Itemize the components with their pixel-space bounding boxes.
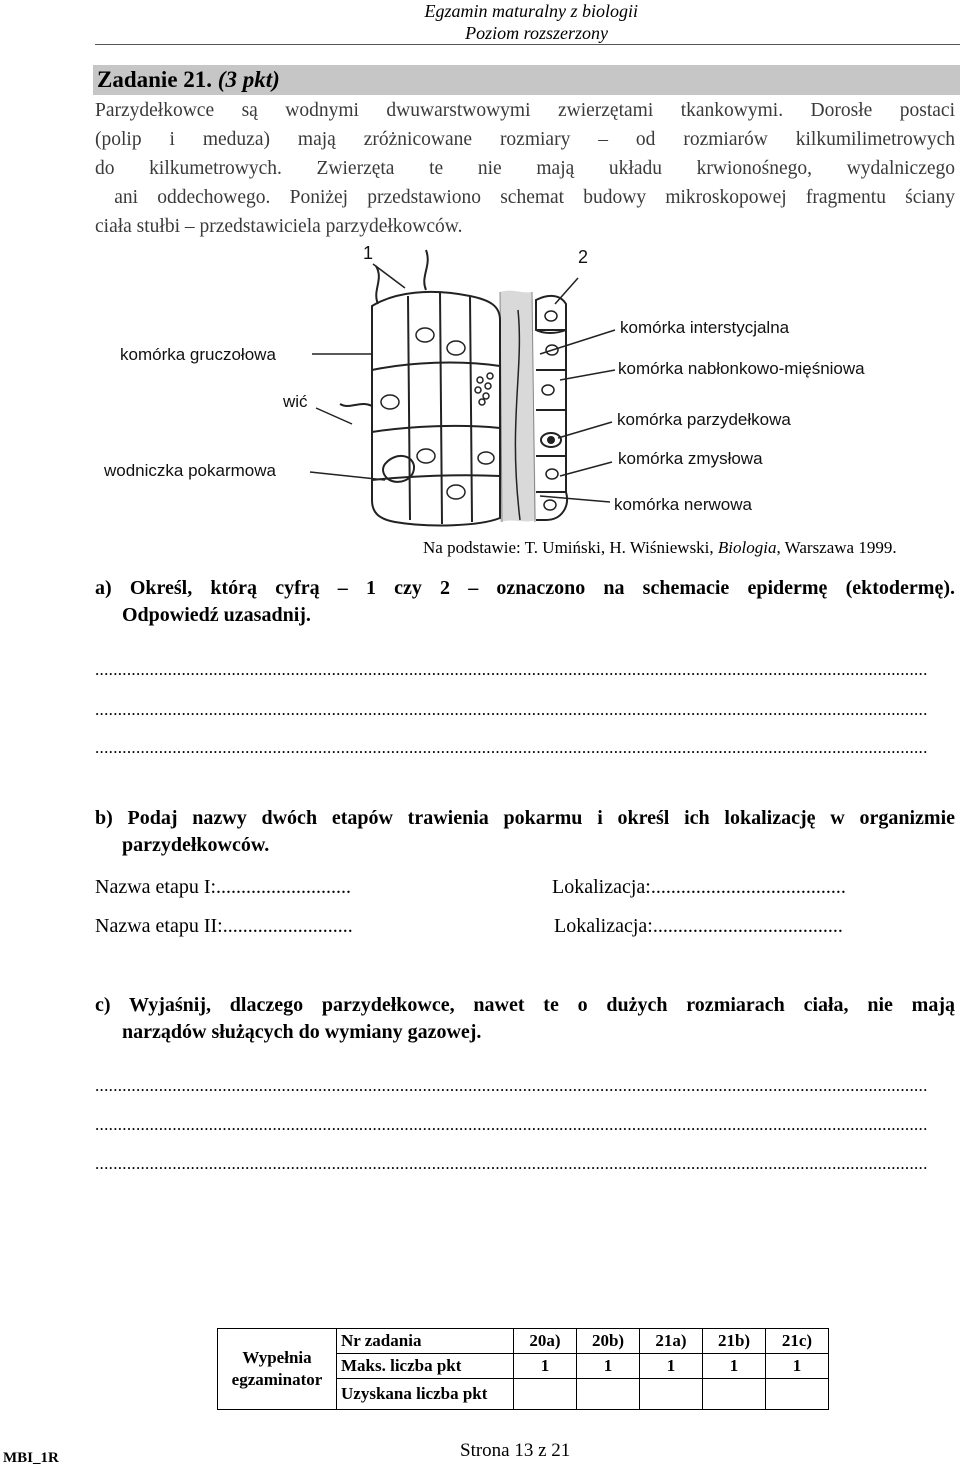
stage-1-field[interactable]: Nazwa etapu I:...........................	[95, 876, 352, 898]
diagram-source: Na podstawie: T. Umiński, H. Wiśniewski, Biologia, Warszawa 1999.	[423, 538, 897, 557]
score-cell[interactable]	[514, 1379, 577, 1410]
exam-code: MBI_1R	[3, 1450, 59, 1466]
leader-line	[310, 472, 385, 480]
row-header: Uzyskana liczba pkt	[337, 1379, 514, 1410]
question-a: a) Określ, którą cyfrą – 1 czy 2 – oznaczono na schemacie epidermę (ektodermę). Odpowiedź uzasadnij.	[95, 577, 955, 626]
row-header: Maks. liczba pkt	[337, 1354, 514, 1379]
max-points: 1	[577, 1354, 640, 1379]
score-cell[interactable]	[703, 1379, 766, 1410]
max-points: 1	[640, 1354, 703, 1379]
examiner-label: Wypełnia egzaminator	[218, 1329, 337, 1410]
label-gland-cell: komórka gruczołowa	[120, 345, 276, 364]
intro-line: ani oddechowego. Poniżej przedstawiono schemat budowy mikroskopowej fragmentu ściany	[95, 187, 955, 208]
answer-line[interactable]: .......................................................................................................................................................................................	[95, 1076, 928, 1095]
score-cell[interactable]	[766, 1379, 829, 1410]
exam-title: Egzamin maturalny z biologii	[424, 1, 638, 21]
task-number: 21b)	[703, 1329, 766, 1354]
label-interstitial-cell: komórka interstycjalna	[620, 318, 790, 337]
stage-2-field[interactable]: Nazwa etapu II:..........................	[95, 915, 353, 937]
task-points: (3 pkt)	[217, 67, 280, 92]
intro-line: ciała stułbi – przedstawiciela parzydełkowców.	[95, 216, 463, 237]
intro-line: (polip i meduza) mają zróżnicowane rozmiary – od rozmiarów kilkumilimetrowych	[95, 129, 955, 150]
max-points: 1	[766, 1354, 829, 1379]
task-number: 21a)	[640, 1329, 703, 1354]
answer-line[interactable]: .......................................................................................................................................................................................	[95, 660, 928, 679]
page-number: Strona 13 z 21	[460, 1440, 571, 1461]
intro-line: do kilkumetrowych. Zwierzęta te nie mają układu krwionośnego, wydalniczego	[95, 158, 955, 179]
answer-line[interactable]: .......................................................................................................................................................................................	[95, 1115, 928, 1134]
label-flagellum: wić	[283, 392, 308, 411]
exam-level: Poziom rozszerzony	[465, 23, 608, 43]
row-header: Nr zadania	[337, 1329, 514, 1354]
task-number: 21c)	[766, 1329, 829, 1354]
header-divider	[95, 44, 960, 45]
score-cell[interactable]	[640, 1379, 703, 1410]
max-points: 1	[703, 1354, 766, 1379]
marker-1: 1	[363, 243, 374, 263]
label-nerve-cell: komórka nerwowa	[614, 495, 752, 514]
marker-2: 2	[578, 247, 589, 267]
max-points: 1	[514, 1354, 577, 1379]
hydra-wall-diagram	[0, 230, 960, 540]
score-cell[interactable]	[577, 1379, 640, 1410]
answer-line[interactable]: .......................................................................................................................................................................................	[95, 1154, 928, 1173]
label-epitheliomuscular-cell: komórka nabłonkowo-mięśniowa	[618, 359, 865, 378]
question-b: b) Podaj nazwy dwóch etapów trawienia pokarmu i określ ich lokalizację w organizmie parzydełkowców.	[95, 807, 955, 856]
answer-line[interactable]: .......................................................................................................................................................................................	[95, 700, 928, 719]
label-food-vacuole: wodniczka pokarmowa	[104, 461, 276, 480]
label-sensory-cell: komórka zmysłowa	[618, 449, 763, 468]
question-c: c) Wyjaśnij, dlaczego parzydełkowce, nawet te o dużych rozmiarach ciała, nie mają narządów służących do wymiany gazowej.	[95, 994, 955, 1043]
task-title: Zadanie 21. (3 pkt)	[97, 67, 280, 92]
label-cnidocyte: komórka parzydełkowa	[617, 410, 791, 429]
task-number: 20b)	[577, 1329, 640, 1354]
location-1-field[interactable]: Lokalizacja:.......................................	[552, 876, 846, 898]
task-intro	[95, 96, 955, 241]
answer-line[interactable]: .......................................................................................................................................................................................	[95, 738, 928, 757]
score-table	[217, 1328, 829, 1410]
intro-line: Parzydełkowce są wodnymi dwuwarstwowymi zwierzętami tkankowymi. Dorosłe postaci	[95, 100, 955, 121]
location-2-field[interactable]: Lokalizacja:......................................	[554, 915, 843, 937]
task-number: 20a)	[514, 1329, 577, 1354]
